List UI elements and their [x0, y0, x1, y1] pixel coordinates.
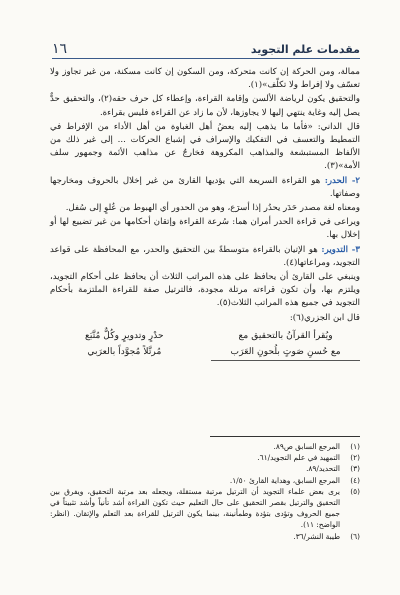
- footnote-number: (٢): [350, 453, 360, 463]
- footnote-number: (١): [350, 442, 360, 451]
- paragraph: وينبغي على القارئ أن يحافظ على هذه المراتب الثلاث أن يحافظ على أحكام التجويد، ويلتزم بها، وأن تكون قراءته مرتلة مجودة، فالترتيل صفة للقراءة الملتزمة بأحكام التجويد في جميع هذه المراتب الثلاث(٥).: [50, 272, 360, 309]
- footnote-number: (٦): [350, 531, 360, 541]
- body-text: [50, 66, 360, 361]
- footnote-text: المرجع السابق ص٨٩.: [273, 442, 340, 451]
- paragraph: ومعناه لغة مصدر حَدَر يحدُر إذا أسرَع، وهو من الحدور أي الهبوط من عُلوٍ إلى سُفل.: [65, 203, 360, 214]
- footnote-number: (٤): [350, 475, 360, 485]
- footnote: [50, 475, 360, 486]
- page-header: [52, 38, 360, 59]
- verse-right-hemistichs: [211, 328, 360, 361]
- footnote: [50, 463, 360, 474]
- verse-line: ويُقرأ القرآنُ بالتحقيق مع: [238, 329, 333, 341]
- footnote-divider: [210, 436, 360, 437]
- footnote: [50, 441, 360, 452]
- verse-left-hemistichs: [50, 328, 199, 361]
- verse-line: مع حُسنِ صَوتٍ بلُحونِ العَرَب: [230, 345, 341, 357]
- paragraph: [50, 175, 360, 201]
- footnote-text: التمهيد في علم التجويد/٦١.: [257, 453, 340, 463]
- term-hadr: ٢- الحدر:: [324, 175, 361, 186]
- paragraph: ممالة، ومن الحركة إن كانت متحركة، ومن السكون إن كانت مسكنة، من غير تجاوز ولا تعسّف ولا إفراط ولا تكلّف»(١).: [50, 67, 360, 91]
- footnote-text: يرى بعض علماء التجويد أن الترتيل مرتبة مستقلة، ويجعله بعد مرتبة التحقيق، ويفرق بين التحقيق والترتيل بقصر التحقيق على حال التعليم حيث تكون القراءة أشد تأنياً وأشد تثبيتاً في جميع الحروف وتؤدى بتؤدة وطمأنينة، بينما يكون الترتيل للقراءة بعد التعلم والإتقان. (انظر: الواضح: ١١).: [50, 486, 340, 530]
- running-title: مقدمات علم التجويد: [250, 43, 360, 56]
- footnote: [50, 486, 360, 531]
- verse-line: حدْرٍ وتدويرٍ وكُلٌّ مُتَّبَع: [85, 329, 164, 341]
- term-tadwir: ٣- التدوير:: [321, 244, 361, 255]
- paragraph: قال الداني: «فأما ما يذهب إليه بعضُ أهل الغباوة من أهل الأداء من الإفراط في التمطيط والتعسف في التفكيك والإسراف في إشباع الحركات ... إلى غير ذلك من الألفاظ المستبشعة والمذاهب المكروهة فخارجٌ عن مذاهب الأئمة وجمهور سلف الأمة»(٣).: [50, 121, 360, 172]
- footnote-text: المرجع السابق، وهداية القارئ ١/٥٠.: [229, 475, 340, 485]
- verse-line: مُرتَّلاً مُجوَّداً بالعرَبي: [87, 345, 162, 357]
- footnote-number: (٥): [350, 486, 360, 496]
- paragraph: والتحقيق يكون لرياضة الألسن وإقامة القراءة، وإعطاء كل حرف حقه(٢)، والتحقيق حدٌّ يصل إليه وغاية ينتهي إليها لا يجاوزها، لأن ما زاد عن القراءة فليس بقراءة.: [50, 94, 360, 118]
- footnote-text: التحديد/٨٩.: [306, 464, 340, 474]
- footnotes: [50, 441, 360, 542]
- poem-verses: [50, 328, 360, 361]
- footnote: [50, 452, 360, 463]
- paragraph: [50, 244, 360, 270]
- term-definition: هو الإتيان بالقراءة متوسطةً بين التحقيق والحدر، مع المحافظة على قواعد التجويد، ومراعاتها(٤).: [50, 244, 360, 268]
- footnote: [50, 531, 360, 542]
- term-definition: هو القراءة السريعة التي يؤديها القارئ من غير إخلال بالحروف ومخارجها وصفاتها.: [50, 175, 360, 199]
- footnote-number: (٣): [350, 464, 360, 474]
- page-number: ١٦: [52, 41, 68, 57]
- paragraph: قال ابن الجزري(٦):: [289, 312, 360, 323]
- footnote-text: طيبة النشر/٣٦.: [293, 531, 340, 541]
- paragraph: ويراعى في قراءة الحدر أمران هما: سُرعة القراءة وإتقان أحكامها من غير تضييع لها أو إخلال بها.: [50, 217, 360, 241]
